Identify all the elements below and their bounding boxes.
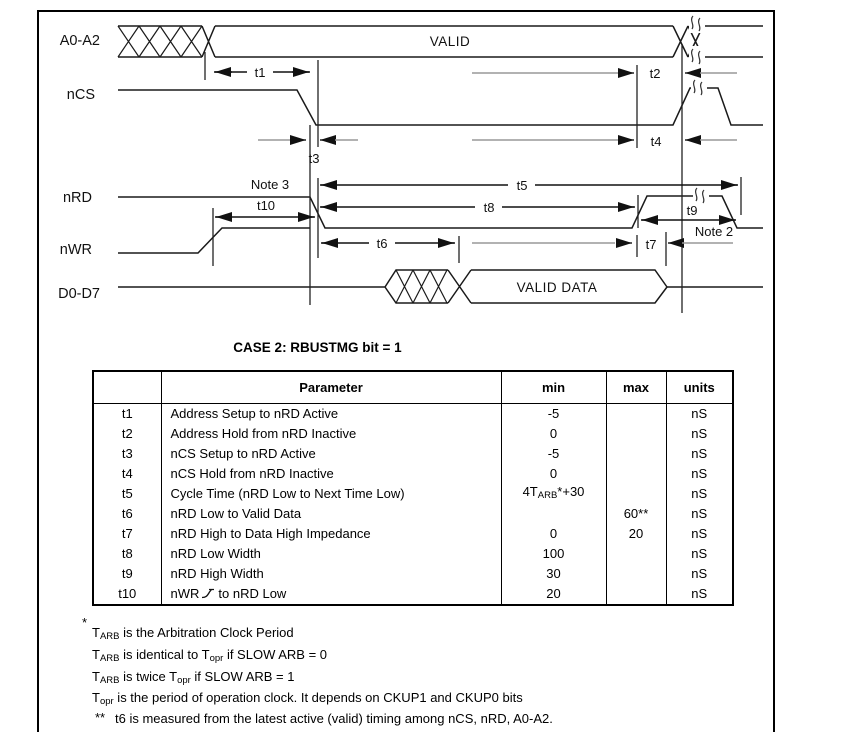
row-param: Cycle Time (nRD Low to Next Time Low) (161, 484, 501, 504)
table-row (93, 544, 733, 564)
nrd-trace (118, 196, 763, 228)
signal-label-a0-a2: A0-A2 (59, 33, 100, 49)
t2-label: t2 (649, 66, 661, 81)
t10-label: t10 (256, 198, 276, 213)
signal-label-ncs: nCS (66, 87, 95, 103)
row-max (606, 424, 666, 444)
row-max (606, 444, 666, 464)
row-max (606, 464, 666, 484)
row-param: Address Hold from nRD Inactive (161, 424, 501, 444)
row-min: -5 (501, 404, 606, 425)
t9-label: t9 (686, 203, 698, 218)
t7-label: t7 (645, 237, 657, 252)
row-id: t9 (121, 566, 133, 581)
table-row (93, 424, 733, 444)
row-units: nS (666, 584, 733, 605)
t8-label: t8 (483, 200, 495, 215)
row-max (606, 564, 666, 584)
table-row (93, 444, 733, 464)
row-min: 0 (501, 464, 606, 484)
row-id: t5 (121, 486, 133, 501)
footnote-line: $T_{ARB}$ is twice $T_{opr}$ if SLOW ARB = 1 (92, 669, 295, 686)
nwr-trace (118, 228, 310, 253)
row-id: t4 (121, 466, 133, 481)
table-header-row (93, 371, 733, 404)
break-marks (689, 13, 709, 204)
row-id: t6 (121, 506, 133, 521)
row-min: -5 (501, 444, 606, 464)
row-id: t10 (118, 586, 137, 601)
t4-label: t4 (650, 134, 662, 149)
row-param: nRD High Width (161, 564, 501, 584)
row-min (501, 504, 606, 524)
row-units: nS (666, 564, 733, 584)
row-param: Address Setup to nRD Active (161, 404, 501, 425)
t1-label: t1 (254, 65, 266, 80)
row-min: 20 (501, 584, 606, 605)
header-max: max (606, 371, 666, 404)
footnote-line: t6 is measured from the latest active (valid) timing among nCS, nRD, A0-A2. (115, 711, 553, 726)
t6-label: t6 (376, 236, 388, 251)
row-max (606, 544, 666, 564)
signal-label-d0-d7: D0-D7 (58, 286, 100, 302)
table-row (93, 524, 733, 544)
row-id: t3 (121, 446, 133, 461)
row-units: nS (666, 484, 733, 504)
footnote-line: $T_{ARB}$ is the Arbitration Clock Period (92, 625, 294, 642)
valid-label: VALID (429, 34, 471, 49)
row-param: nCS Setup to nRD Active (161, 444, 501, 464)
t5-label: t5 (516, 178, 528, 193)
row-param: nWR to nRD Low (161, 584, 501, 605)
table-row (93, 584, 733, 605)
rising-edge-icon (202, 588, 215, 599)
row-id: t1 (121, 406, 133, 421)
note2-label: Note 2 (694, 224, 734, 239)
row-units: nS (666, 404, 733, 425)
row-param: nRD High to Data High Impedance (161, 524, 501, 544)
row-param: nRD Low Width (161, 544, 501, 564)
timing-parameters-table (92, 370, 734, 606)
row-param: nRD Low to Valid Data (161, 504, 501, 524)
row-id: t2 (121, 426, 133, 441)
table-row (93, 464, 733, 484)
note3-label: Note 3 (250, 177, 290, 192)
row-param: nCS Hold from nRD Inactive (161, 464, 501, 484)
row-id: t7 (121, 526, 133, 541)
dimension-lines (214, 72, 738, 243)
table-row (93, 484, 733, 504)
footnote-star: * (82, 615, 88, 630)
row-units: nS (666, 504, 733, 524)
row-min: 0 (501, 424, 606, 444)
signal-labels (58, 33, 100, 302)
header-id (93, 371, 161, 404)
row-min: 0 (501, 524, 606, 544)
row-max (606, 584, 666, 605)
footnote-line: $T_{ARB}$ is identical to $T_{opr}$ if SLOW ARB = 0 (92, 647, 328, 664)
row-min: $4T_{ARB}*+30$ (501, 484, 606, 504)
timing-diagram (0, 0, 850, 332)
footnote-line: $T_{opr}$ is the period of operation clock. It depends on CKUP1 and CKUP0 bits (92, 690, 523, 707)
row-max: 20 (606, 524, 666, 544)
row-id: t8 (121, 546, 133, 561)
row-units: nS (666, 464, 733, 484)
table-title: CASE 2: RBUSTMG bit = 1 (233, 340, 402, 355)
table-row (93, 504, 733, 524)
d0-d7-trace (118, 270, 763, 303)
header-min: min (501, 371, 606, 404)
row-min: 30 (501, 564, 606, 584)
row-units: nS (666, 444, 733, 464)
row-units: nS (666, 544, 733, 564)
row-min: 100 (501, 544, 606, 564)
header-parameter: Parameter (161, 371, 501, 404)
row-units: nS (666, 524, 733, 544)
footnote-double-star: ** (95, 710, 106, 725)
signal-label-nrd: nRD (62, 190, 92, 206)
row-max (606, 404, 666, 425)
row-max: 60** (606, 504, 666, 524)
label-masks (247, 64, 535, 250)
row-units: nS (666, 424, 733, 444)
table-row (93, 564, 733, 584)
signal-label-nwr: nWR (59, 242, 92, 258)
ncs-trace (118, 88, 763, 125)
valid-data-label: VALID DATA (516, 280, 598, 295)
row-max (606, 484, 666, 504)
header-units: units (666, 371, 733, 404)
t3-label: t3 (308, 151, 320, 166)
table-row (93, 404, 733, 425)
